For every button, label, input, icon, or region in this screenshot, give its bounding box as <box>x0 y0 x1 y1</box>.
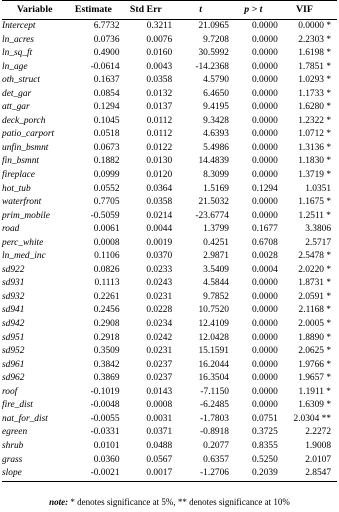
table-row <box>2 359 337 373</box>
cell-vif: 1.0293 * <box>298 75 331 86</box>
cell-std-err: 0.0132 <box>146 88 173 99</box>
cell-estimate: 0.1106 <box>94 251 120 262</box>
table-row <box>2 34 337 48</box>
table-row <box>2 115 337 129</box>
cell-p: 0.0000 <box>251 346 278 357</box>
cell-p: 0.0000 <box>251 102 278 113</box>
cell-p: 0.0000 <box>251 400 278 411</box>
cell-estimate: 0.0673 <box>93 142 120 153</box>
cell-std-err: 0.0364 <box>146 183 173 194</box>
table-row <box>2 20 337 34</box>
cell-std-err: 0.0076 <box>146 34 173 45</box>
cell-estimate: 0.0854 <box>93 88 120 99</box>
cell-variable: sd932 <box>2 291 25 302</box>
cell-estimate: 0.3509 <box>93 346 120 357</box>
cell-vif: 2.2303 * <box>298 34 331 45</box>
table-row <box>2 277 337 291</box>
cell-p: 0.0000 <box>251 386 278 397</box>
cell-vif: 1.1675 * <box>298 197 331 208</box>
cell-variable: shrub <box>2 440 24 451</box>
cell-variable: unfin_bsmnt <box>2 142 49 153</box>
cell-std-err: 0.0231 <box>146 346 173 357</box>
cell-vif: 2.0304 ** <box>293 413 331 424</box>
cell-std-err: 0.0008 <box>146 400 173 411</box>
cell-vif: 2.1168 * <box>298 305 331 316</box>
cell-t: 30.5992 <box>198 48 229 59</box>
table-row <box>2 332 337 346</box>
cell-vif: 2.0107 <box>305 454 331 465</box>
cell-variable: ln_acres <box>2 34 34 45</box>
table-row <box>2 101 337 115</box>
cell-p: 0.0000 <box>251 197 278 208</box>
cell-t: 2.9871 <box>203 251 229 262</box>
cell-variable: fire_dist <box>2 400 33 411</box>
cell-t: -1.2706 <box>172 467 229 481</box>
cell-estimate: 0.0360 <box>93 454 120 465</box>
cell-variable: sd952 <box>2 346 25 357</box>
cell-vif: 1.0351 <box>305 183 331 194</box>
cell-p: 0.0028 <box>251 251 278 262</box>
note-label: note: <box>49 497 69 507</box>
table-row <box>2 128 337 142</box>
cell-std-err: 0.0137 <box>146 102 173 113</box>
cell-t: 9.7208 <box>203 34 229 45</box>
cell-p: 0.0000 <box>251 61 278 72</box>
cell-variable: nat_for_dist <box>2 413 48 424</box>
cell-estimate: 0.0999 <box>93 170 120 181</box>
table-row <box>2 250 337 264</box>
table-row <box>2 467 337 481</box>
cell-variable: att_gar <box>2 102 30 113</box>
cell-variable: egreen <box>2 427 28 438</box>
cell-t: -6.2485 <box>200 400 229 411</box>
cell-p: 0.0000 <box>251 291 278 302</box>
cell-vif: 1.2511 * <box>298 210 331 221</box>
cell-p: 0.0000 <box>251 48 278 59</box>
cell-std-err: 0.0017 <box>120 467 173 481</box>
cell-p: 0.0004 <box>251 264 278 275</box>
cell-estimate: 0.1637 <box>93 75 120 86</box>
cell-t: 9.3428 <box>203 115 229 126</box>
cell-t: 16.3504 <box>198 373 229 384</box>
table-row <box>2 454 337 468</box>
cell-std-err: 0.0228 <box>146 305 173 316</box>
cell-vif: 0.0000 * <box>298 21 331 31</box>
cell-std-err: 0.0031 <box>146 413 173 424</box>
cell-p: 0.5250 <box>251 454 278 465</box>
cell-std-err: 0.3211 <box>146 21 173 31</box>
table-row <box>2 318 337 332</box>
cell-variable: grass <box>2 454 23 465</box>
table-body <box>2 20 337 482</box>
cell-std-err: 0.0112 <box>146 115 173 126</box>
cell-estimate: -0.0048 <box>90 400 120 411</box>
cell-estimate: -0.0614 <box>90 61 120 72</box>
table-row <box>2 223 337 237</box>
cell-vif: 2.5478 * <box>298 251 331 262</box>
cell-variable: perc_white <box>2 237 44 248</box>
header-row <box>2 1 337 20</box>
cell-estimate: 0.1882 <box>93 156 120 167</box>
cell-variable: slope <box>2 467 67 481</box>
cell-variable: det_gar <box>2 88 32 99</box>
cell-t: 8.3099 <box>203 170 229 181</box>
cell-variable: road <box>2 224 20 235</box>
cell-variable: prim_mobile <box>2 210 50 221</box>
cell-std-err: 0.0143 <box>146 386 173 397</box>
cell-estimate: 0.0101 <box>93 440 120 451</box>
note-text: * denotes significance at 5%, ** denotes significance at 10% <box>68 497 290 507</box>
cell-variable: hot_tub <box>2 183 31 194</box>
cell-p: 0.0000 <box>251 319 278 330</box>
header-p: p > t <box>229 1 278 20</box>
cell-p: 0.8355 <box>251 440 278 451</box>
cell-vif: 1.3136 * <box>298 142 331 153</box>
table-note <box>0 496 339 508</box>
cell-std-err: 0.0488 <box>146 440 173 451</box>
cell-std-err: 0.0242 <box>146 332 173 343</box>
cell-vif: 2.0005 * <box>298 319 331 330</box>
cell-std-err: 0.0160 <box>146 48 173 59</box>
cell-vif: 1.2322 * <box>298 115 331 126</box>
table-row <box>2 196 337 210</box>
cell-p: 0.0000 <box>251 115 278 126</box>
table-row <box>2 386 337 400</box>
cell-p: 0.0000 <box>251 129 278 140</box>
cell-vif: 1.1733 * <box>298 88 331 99</box>
cell-variable: ln_age <box>2 61 28 72</box>
cell-variable: fin_bsmnt <box>2 156 39 167</box>
cell-estimate: 0.7705 <box>93 197 120 208</box>
cell-p: 0.1294 <box>251 183 278 194</box>
cell-t: 21.5032 <box>198 197 229 208</box>
table-row <box>2 47 337 61</box>
cell-t: 12.4109 <box>198 319 229 330</box>
cell-vif: 1.3719 * <box>298 170 331 181</box>
cell-t: 0.6357 <box>203 454 229 465</box>
cell-p: 0.1677 <box>251 224 278 235</box>
cell-t: 0.4251 <box>203 237 229 248</box>
cell-vif: 1.6198 * <box>298 48 331 59</box>
cell-p: 0.0000 <box>251 332 278 343</box>
cell-p: 0.0000 <box>251 359 278 370</box>
table-row <box>2 345 337 359</box>
table-row <box>2 155 337 169</box>
table-row <box>2 440 337 454</box>
cell-t: -23.6774 <box>195 210 229 221</box>
cell-t: 14.4839 <box>198 156 229 167</box>
cell-estimate: 0.2908 <box>93 319 120 330</box>
table-row <box>2 372 337 386</box>
header-variable: Variable <box>2 1 67 20</box>
cell-variable: sd941 <box>2 305 25 316</box>
cell-p: 0.0000 <box>251 170 278 181</box>
cell-vif: 1.6309 * <box>298 400 331 411</box>
cell-estimate: 0.3842 <box>93 359 120 370</box>
cell-variable: sd962 <box>2 373 25 384</box>
cell-p: 0.0000 <box>251 88 278 99</box>
cell-t: 10.7520 <box>198 305 229 316</box>
cell-vif: 1.8890 * <box>298 332 331 343</box>
header-estimate: Estimate <box>67 1 119 20</box>
cell-p: 0.0000 <box>251 373 278 384</box>
cell-estimate: 0.1294 <box>93 102 120 113</box>
cell-vif: 1.0712 * <box>298 129 331 140</box>
cell-vif: 1.9657 * <box>298 373 331 384</box>
cell-estimate: 6.7732 <box>93 21 120 31</box>
cell-vif: 1.7851 * <box>298 61 331 72</box>
cell-estimate: 0.0826 <box>93 264 120 275</box>
cell-vif: 2.0220 * <box>298 264 331 275</box>
cell-t: 1.5169 <box>203 183 229 194</box>
cell-std-err: 0.0044 <box>146 224 173 235</box>
cell-variable: waterfront <box>2 197 42 208</box>
cell-variable: ln_sq_ft <box>2 48 33 59</box>
cell-vif: 2.0591 * <box>298 291 331 302</box>
cell-variable: deck_porch <box>2 115 46 126</box>
cell-t: -0.8918 <box>200 427 229 438</box>
cell-vif: 1.1830 * <box>298 156 331 167</box>
cell-vif: 2.2272 <box>305 427 331 438</box>
cell-estimate: 0.1045 <box>93 115 120 126</box>
cell-std-err: 0.0122 <box>146 142 173 153</box>
table-row <box>2 413 337 427</box>
header-std-err: Std Err <box>120 1 173 20</box>
cell-t: 12.0428 <box>198 332 229 343</box>
cell-variable: sd922 <box>2 264 25 275</box>
cell-p: 0.0751 <box>251 413 278 424</box>
table-row <box>2 142 337 156</box>
cell-p: 0.6708 <box>251 237 278 248</box>
cell-estimate: -0.0021 <box>67 467 119 481</box>
cell-std-err: 0.0019 <box>146 237 173 248</box>
cell-std-err: 0.0233 <box>146 264 173 275</box>
cell-std-err: 0.0567 <box>146 454 173 465</box>
cell-estimate: 0.3869 <box>93 373 120 384</box>
cell-p: 0.2039 <box>229 467 278 481</box>
cell-t: 5.4986 <box>203 142 229 153</box>
cell-vif: 1.6280 * <box>298 102 331 113</box>
cell-estimate: 0.2918 <box>93 332 120 343</box>
cell-variable: sd961 <box>2 359 25 370</box>
cell-p: 0.0000 <box>251 75 278 86</box>
cell-t: 6.4650 <box>203 88 229 99</box>
cell-t: 9.7852 <box>203 291 229 302</box>
cell-estimate: 0.1113 <box>94 278 120 289</box>
cell-estimate: -0.0331 <box>90 427 120 438</box>
table-row <box>2 237 337 251</box>
cell-vif: 2.0625 * <box>298 346 331 357</box>
table-row <box>2 426 337 440</box>
table-row <box>2 304 337 318</box>
cell-std-err: 0.0130 <box>146 156 173 167</box>
cell-variable: sd931 <box>2 278 25 289</box>
table-row <box>2 169 337 183</box>
cell-p: 0.0000 <box>251 210 278 221</box>
cell-p: 0.0000 <box>251 156 278 167</box>
cell-std-err: 0.0231 <box>146 291 173 302</box>
cell-t: 4.5790 <box>203 75 229 86</box>
cell-t: 16.2044 <box>198 359 229 370</box>
cell-t: 4.6393 <box>203 129 229 140</box>
cell-variable: patio_carport <box>2 129 55 140</box>
cell-estimate: 0.2456 <box>93 305 120 316</box>
cell-t: 0.2077 <box>203 440 229 451</box>
cell-vif: 2.5717 <box>305 237 331 248</box>
cell-estimate: -0.5059 <box>90 210 120 221</box>
cell-t: -14.2368 <box>195 61 229 72</box>
cell-estimate: -0.1019 <box>90 386 120 397</box>
cell-std-err: 0.0237 <box>146 359 173 370</box>
cell-variable: oth_struct <box>2 75 41 86</box>
header-vif: VIF <box>278 1 337 20</box>
cell-estimate: 0.0008 <box>93 237 120 248</box>
cell-std-err: 0.0120 <box>146 170 173 181</box>
cell-std-err: 0.0370 <box>146 251 173 262</box>
table-row <box>2 183 337 197</box>
cell-p: 0.3725 <box>251 427 278 438</box>
cell-t: 1.3799 <box>203 224 229 235</box>
cell-variable: sd951 <box>2 332 25 343</box>
table-row <box>2 399 337 413</box>
cell-p: 0.0000 <box>251 34 278 45</box>
cell-std-err: 0.0371 <box>146 427 173 438</box>
table-row <box>2 291 337 305</box>
cell-std-err: 0.0358 <box>146 75 173 86</box>
cell-estimate: 0.0061 <box>93 224 120 235</box>
cell-std-err: 0.0358 <box>146 197 173 208</box>
cell-p: 0.0000 <box>251 142 278 153</box>
cell-t: 9.4195 <box>203 102 229 113</box>
cell-estimate: 0.0518 <box>93 129 120 140</box>
cell-vif: 1.9766 * <box>298 359 331 370</box>
table-row <box>2 61 337 75</box>
cell-t: 21.0965 <box>198 21 229 31</box>
cell-variable: fireplace <box>2 170 35 181</box>
cell-vif: 1.8731 * <box>298 278 331 289</box>
cell-t: 3.5409 <box>203 264 229 275</box>
cell-t: 4.5844 <box>203 278 229 289</box>
cell-vif: 1.9008 <box>305 440 331 451</box>
cell-std-err: 0.0234 <box>146 319 173 330</box>
cell-t: 15.1591 <box>198 346 229 357</box>
cell-vif: 3.3806 <box>305 224 331 235</box>
cell-std-err: 0.0237 <box>146 373 173 384</box>
table-row <box>2 210 337 224</box>
cell-std-err: 0.0243 <box>146 278 173 289</box>
cell-variable: Intercept <box>2 21 36 31</box>
cell-estimate: -0.0055 <box>90 413 120 424</box>
cell-vif: 1.1911 * <box>298 386 331 397</box>
cell-vif: 2.8547 <box>278 467 337 481</box>
table-row <box>2 74 337 88</box>
table-row <box>2 88 337 102</box>
header-t: t <box>172 1 229 20</box>
cell-estimate: 0.4900 <box>93 48 120 59</box>
cell-variable: roof <box>2 386 18 397</box>
cell-estimate: 0.2261 <box>93 291 120 302</box>
cell-std-err: 0.0112 <box>146 129 173 140</box>
cell-p: 0.0000 <box>251 305 278 316</box>
cell-t: -7.1150 <box>200 386 229 397</box>
cell-p: 0.0000 <box>251 21 278 31</box>
cell-variable: ln_med_inc <box>2 251 46 262</box>
cell-std-err: 0.0043 <box>146 61 173 72</box>
regression-results-table <box>2 0 337 482</box>
cell-estimate: 0.0736 <box>93 34 120 45</box>
cell-t: -1.7803 <box>200 413 229 424</box>
cell-std-err: 0.0214 <box>146 210 173 221</box>
table-row <box>2 264 337 278</box>
cell-estimate: 0.0552 <box>93 183 120 194</box>
cell-p: 0.0000 <box>251 278 278 289</box>
cell-variable: sd942 <box>2 319 25 330</box>
